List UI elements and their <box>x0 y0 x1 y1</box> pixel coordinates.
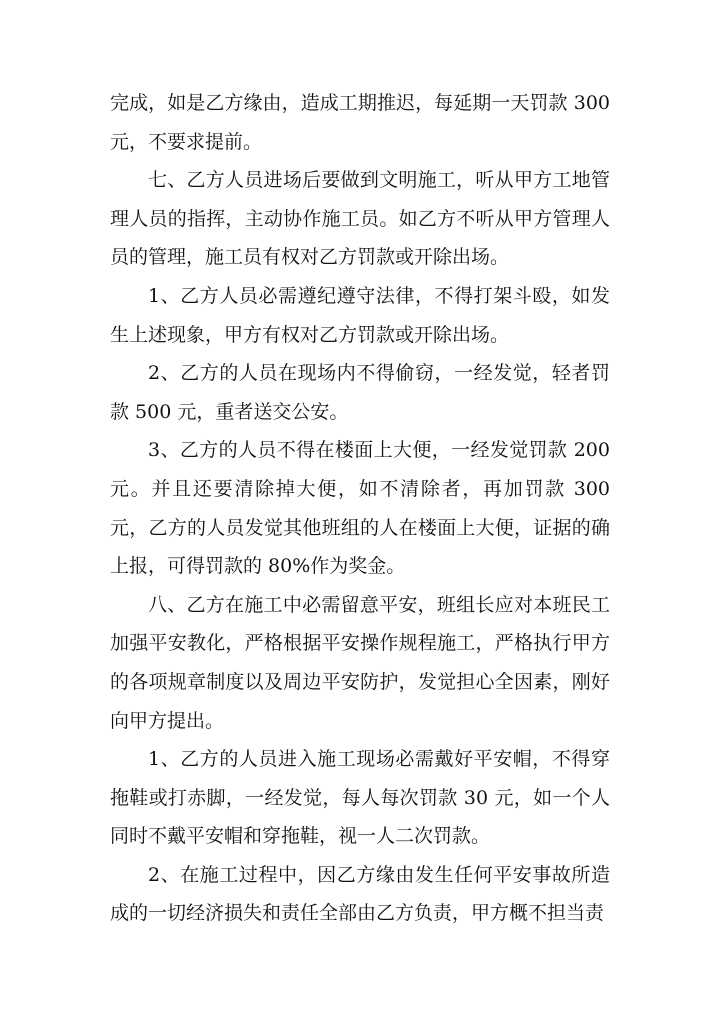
paragraph-article-7: 七、乙方人员进场后要做到文明施工，听从甲方工地管理人员的指挥，主动协作施工员。如乙方不听从甲方管理人员的管理，施工员有权对乙方罚款或开除出场。 <box>110 169 610 269</box>
paragraph-article-8-item-2: 2、在施工过程中，因乙方缘由发生任何平安事故所造成的一切经济损失和责任全部由乙方负责，甲方概不担当责 <box>110 863 610 925</box>
document-page <box>110 84 610 933</box>
paragraph-article-7-item-2: 2、乙方的人员在现场内不得偷窃，一经发觉，轻者罚款 500 元，重者送交公安。 <box>110 362 610 423</box>
paragraph-continuation: 完成，如是乙方缘由，造成工期推迟，每延期一天罚款 300 元，不要求提前。 <box>110 92 610 153</box>
paragraph-article-7-item-3: 3、乙方的人员不得在楼面上大便，一经发觉罚款 200 元。并且还要清除掉大便，如不清除者，再加罚款 300 元，乙方的人员发觉其他班组的人在楼面上大便，证据的确上报，可得罚款的 80%作为奖金。 <box>110 439 610 578</box>
paragraph-article-8-item-1: 1、乙方的人员进入施工现场必需戴好平安帽，不得穿拖鞋或打赤脚，一经发觉，每人每次罚款 30 元，如一个人同时不戴平安帽和穿拖鞋，视一人二次罚款。 <box>110 748 610 848</box>
paragraph-article-8: 八、乙方在施工中必需留意平安，班组长应对本班民工加强平安教化，严格根据平安操作规程施工，严格执行甲方的各项规章制度以及周边平安防护，发觉担心全因素，刚好向甲方提出。 <box>110 593 610 732</box>
paragraph-article-7-item-1: 1、乙方人员必需遵纪遵守法律，不得打架斗殴，如发生上述现象，甲方有权对乙方罚款或开除出场。 <box>110 284 610 346</box>
